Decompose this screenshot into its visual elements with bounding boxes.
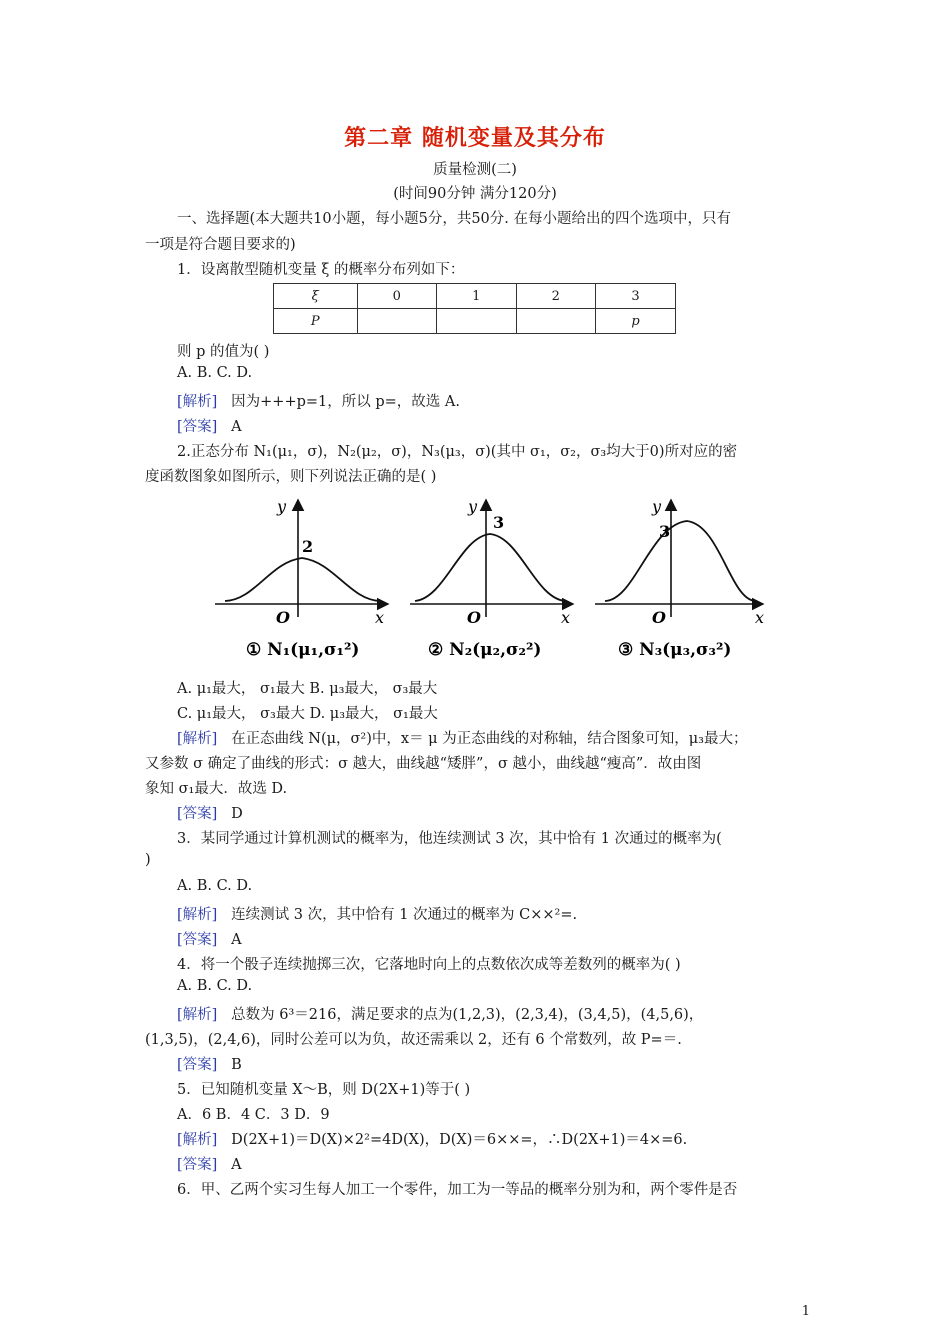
analysis-label: [解析]	[177, 394, 218, 410]
analysis-label: [解析]	[177, 1132, 218, 1148]
time-note: (时间90分钟 满分120分)	[393, 186, 557, 202]
q2-answer-value: D	[231, 806, 243, 822]
y-axis-label: y	[277, 497, 287, 516]
section-intro-line1: 一、选择题(本大题共10小题，每小题5分，共50分. 在每小题给出的四个选项中，只有	[177, 211, 731, 227]
q4-answer-value: B	[231, 1057, 242, 1073]
q4-answer	[177, 1053, 242, 1074]
answer-label: [答案]	[177, 932, 218, 948]
q4-analysis-line1	[177, 1003, 703, 1024]
q1-answer	[177, 415, 242, 436]
q3-stem-line1: 3．某同学通过计算机测试的概率为，他连续测试 3 次，其中恰有 1 次通过的概率为(	[177, 831, 722, 847]
q2-analysis-line1	[177, 727, 747, 748]
graph-3	[595, 497, 764, 660]
y-axis-label: y	[652, 497, 662, 516]
q5-stem: 5．已知随机变量 X～B，则 D(2X+1)等于( )	[177, 1082, 471, 1098]
answer-label: [答案]	[177, 1057, 218, 1073]
q1-analysis-text: 因为+++p=1，所以 p=，故选 A.	[231, 394, 460, 410]
q5-analysis-text: D(2X+1)＝D(X)×2²=4D(X)，D(X)＝6××=，∴D(2X+1)＝4×=6.	[231, 1132, 688, 1148]
q2-analysis-line3: 象知 σ₁最大．故选 D.	[145, 781, 288, 797]
answer-label: [答案]	[177, 1157, 218, 1173]
q2-answer	[177, 802, 243, 823]
q2-analysis-line2: 又参数 σ 确定了曲线的形式：σ 越大，曲线越“矮胖”，σ 越小，曲线越“瘦高”．故由图	[145, 756, 702, 772]
peak-label: 2	[302, 537, 314, 556]
table-cell: 0	[357, 284, 437, 309]
peak-label: 3	[659, 522, 671, 541]
table-cell: 2	[516, 284, 596, 309]
analysis-label: [解析]	[177, 1007, 218, 1023]
q2-analysis-text: 在正态曲线 N(μ，σ²)中，x＝ μ 为正态曲线的对称轴，结合图象可知，μ₃最大；	[231, 731, 748, 747]
table-cell: P	[274, 309, 358, 334]
q2-options-ab: A. μ₁最大， σ₁最大 B. μ₃最大， σ₃最大	[177, 681, 438, 697]
table-cell	[516, 309, 596, 334]
q4-options: A. B. C. D.	[177, 978, 253, 994]
graph-1	[215, 497, 388, 660]
normal-curves-figure	[210, 492, 780, 672]
q4-analysis-text: 总数为 6³＝216，满足要求的点为(1,2,3)，(2,3,4)，(3,4,5)，(4,5,6)，	[231, 1007, 704, 1023]
distribution-table	[273, 283, 676, 334]
q4-analysis-line2: (1,3,5)，(2,4,6)，同时公差可以为负，故还需乘以 2，还有 6 个常数列，故 P=＝.	[145, 1032, 682, 1048]
graph-2	[410, 497, 573, 660]
graph-caption: ③ N₃(μ₃,σ₃²)	[618, 640, 732, 660]
q2-options-cd: C. μ₁最大， σ₃最大 D. μ₃最大， σ₁最大	[177, 706, 438, 722]
q1-answer-value: A	[231, 419, 242, 435]
q1-options: A. B. C. D.	[177, 365, 253, 381]
page-number: 1	[801, 1304, 810, 1319]
section-intro-line2: 一项是符合题目要求的)	[145, 237, 296, 253]
table-cell	[357, 309, 437, 334]
test-subtitle: 质量检测(二)	[433, 162, 517, 178]
origin-label: O	[652, 608, 666, 627]
q4-stem: 4．将一个骰子连续抛掷三次，它落地时向上的点数依次成等差数列的概率为( )	[177, 957, 681, 973]
q6-stem: 6．甲、乙两个实习生每人加工一个零件，加工为一等品的概率分别为和，两个零件是否	[177, 1182, 738, 1198]
table-cell: 3	[596, 284, 676, 309]
graph-caption: ② N₂(μ₂,σ₂²)	[428, 640, 542, 660]
table-cell: 1	[437, 284, 517, 309]
analysis-label: [解析]	[177, 907, 218, 923]
q3-answer-value: A	[231, 932, 242, 948]
table-row	[274, 309, 676, 334]
q3-stem-line2: )	[145, 852, 151, 868]
origin-label: O	[276, 608, 290, 627]
q1-prompt: 则 p 的值为( )	[177, 344, 270, 360]
answer-label: [答案]	[177, 419, 218, 435]
origin-label: O	[467, 608, 481, 627]
x-axis-label: x	[561, 608, 571, 627]
q1-stem: 1．设离散型随机变量 ξ 的概率分布列如下：	[177, 262, 465, 278]
x-axis-label: x	[375, 608, 385, 627]
analysis-label: [解析]	[177, 731, 218, 747]
q2-stem-line1: 2.正态分布 N₁(μ₁，σ)，N₂(μ₂，σ)，N₃(μ₃，σ)(其中 σ₁，σ₂，σ₃均大于0)所对应的密	[177, 444, 738, 460]
chapter-title: 第二章 随机变量及其分布	[344, 125, 606, 151]
graph-caption: ① N₁(μ₁,σ₁²)	[246, 640, 360, 660]
q1-analysis	[177, 390, 460, 411]
q5-answer-value: A	[231, 1157, 242, 1173]
x-axis-label: x	[755, 608, 765, 627]
q5-answer	[177, 1153, 242, 1174]
q3-analysis	[177, 903, 577, 924]
table-cell: ξ	[274, 284, 358, 309]
peak-label: 3	[493, 513, 505, 532]
q5-analysis	[177, 1128, 687, 1149]
answer-label: [答案]	[177, 806, 218, 822]
table-cell	[437, 309, 517, 334]
q2-stem-line2: 度函数图象如图所示，则下列说法正确的是( )	[145, 469, 437, 485]
q5-options: A．6 B．4 C．3 D．9	[177, 1107, 330, 1123]
table-row	[274, 284, 676, 309]
y-axis-label: y	[468, 497, 478, 516]
q3-answer	[177, 928, 242, 949]
q3-options: A. B. C. D.	[177, 878, 253, 894]
q3-analysis-text: 连续测试 3 次，其中恰有 1 次通过的概率为 C××²=.	[231, 907, 578, 923]
table-cell: p	[596, 309, 676, 334]
